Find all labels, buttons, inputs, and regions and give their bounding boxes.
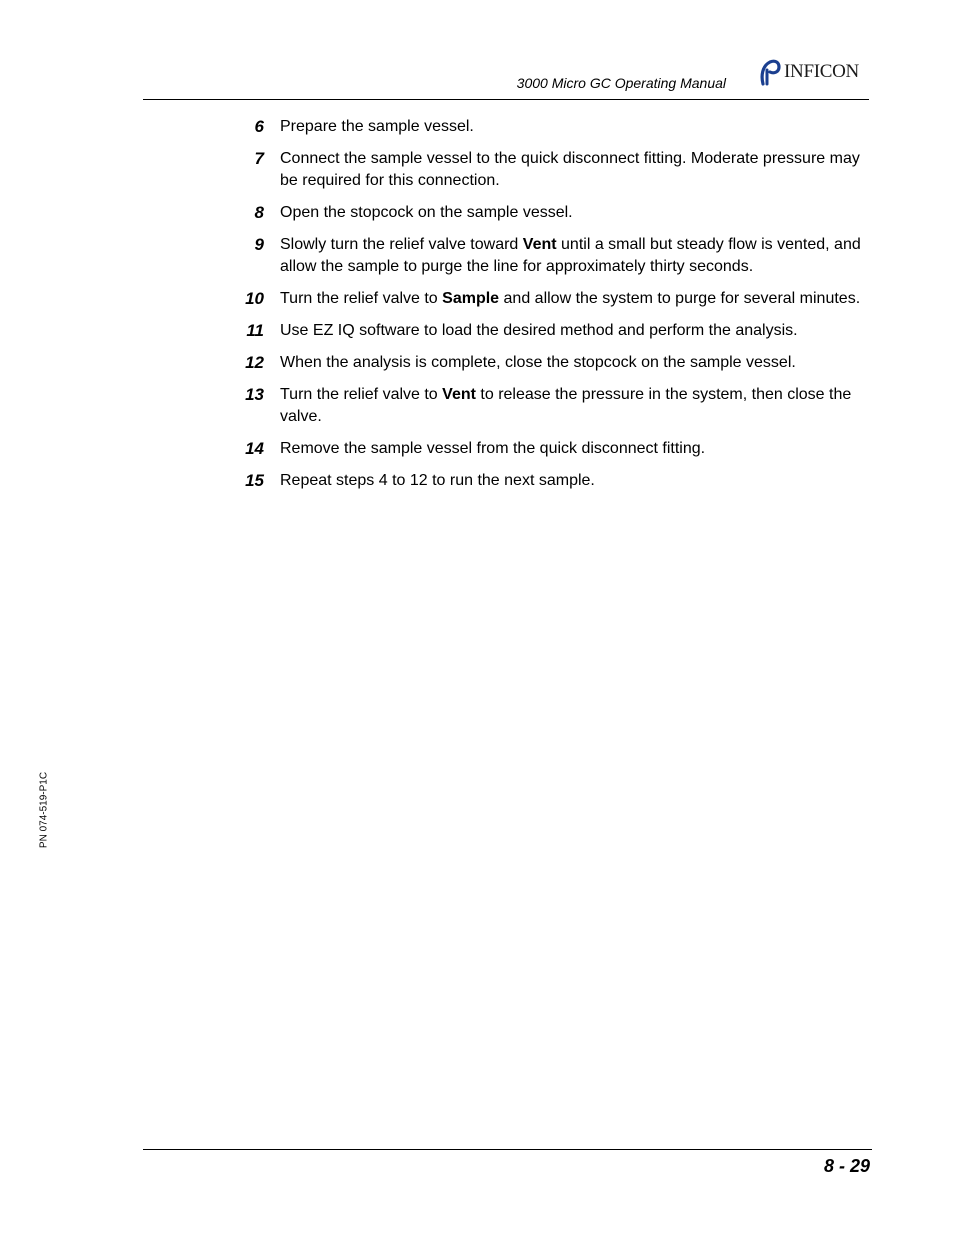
step-text [280,148,876,192]
step-number: 11 [246,321,264,340]
step-text [280,202,876,224]
procedure-step [236,352,876,374]
step-text [280,438,876,460]
emphasized-term: Sample [442,290,500,307]
step-number: 9 [254,235,264,254]
step-text-segment: When the analysis is complete, close the stopcock on the sample vessel. [280,354,796,371]
step-text-segment: and allow the system to purge for several minutes. [499,290,861,307]
step-text-segment: Turn the relief valve to [280,386,443,403]
step-number: 7 [254,149,264,168]
procedure-step [236,148,876,192]
header-divider [143,99,869,100]
inficon-logo-mark-icon [758,58,782,86]
procedure-steps-list [236,116,876,502]
step-text [280,234,876,278]
step-text [280,384,876,428]
step-number: 15 [245,471,264,490]
emphasized-term: Vent [522,236,557,253]
part-number: PN 074-519-P1C [38,771,50,849]
header-title: 3000 Micro GC Operating Manual [516,75,726,91]
step-number: 14 [245,439,264,458]
logo-text: INFICON [784,61,859,82]
step-text-segment: until a small but steady flow is vented, and allow the sample to purge the line for approximately thirty seconds. [280,236,861,275]
procedure-step [236,384,876,428]
step-text-segment: Turn the relief valve to [280,290,443,307]
step-text-segment: Prepare the sample vessel. [280,118,474,135]
step-text [280,470,876,492]
emphasized-term: Vent [442,386,476,403]
inficon-logo [758,57,874,87]
procedure-step [236,470,876,492]
step-number: 12 [245,353,264,372]
procedure-step [236,288,876,310]
step-text [280,352,876,374]
step-text-segment: Slowly turn the relief valve toward [280,236,523,253]
procedure-step [236,438,876,460]
step-number: 10 [245,289,264,308]
step-text [280,320,876,342]
page-number: 8 - 29 [823,1156,870,1176]
step-text-segment: to release the pressure in the system, then close the valve. [280,386,852,425]
step-text-segment: Open the stopcock on the sample vessel. [280,204,573,221]
step-text [280,116,876,138]
procedure-step [236,234,876,278]
procedure-step [236,320,876,342]
step-text-segment: Remove the sample vessel from the quick disconnect fitting. [280,440,706,457]
footer-divider [143,1149,872,1150]
procedure-step [236,202,876,224]
step-text-segment: Connect the sample vessel to the quick disconnect fitting. Moderate pressure may be required for this connection. [280,150,860,189]
step-text-segment: Repeat steps 4 to 12 to run the next sample. [280,472,595,489]
step-number: 13 [245,385,264,404]
step-number: 6 [254,117,264,136]
step-text-segment: Use EZ IQ software to load the desired method and perform the analysis. [280,322,798,339]
step-text [280,288,876,310]
procedure-step [236,116,876,138]
step-number: 8 [254,203,264,222]
